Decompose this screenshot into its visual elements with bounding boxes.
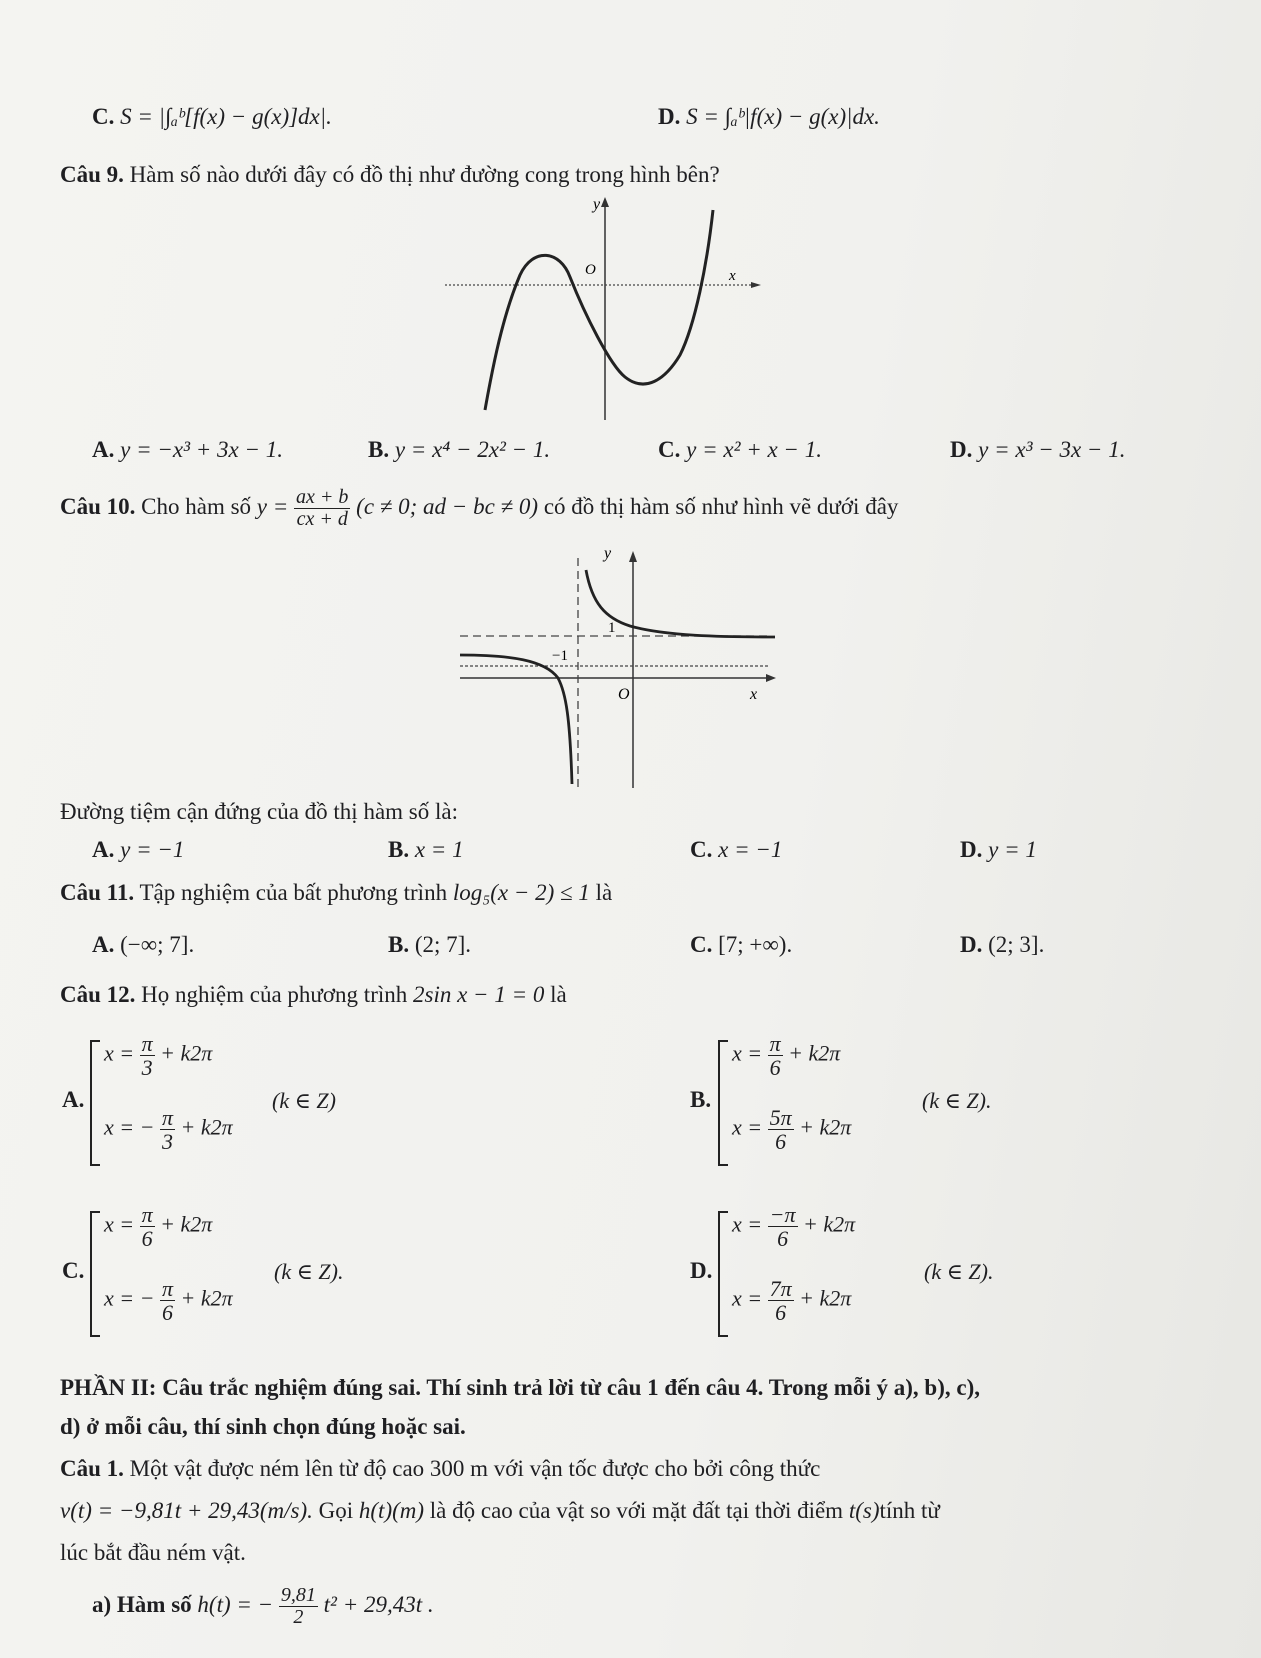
q10-option-a: A. y = −1 xyxy=(92,837,185,862)
q9-x-arrow xyxy=(751,282,761,288)
q10-title: Câu 10. xyxy=(60,493,136,519)
q10-graph xyxy=(460,548,790,790)
q10-v-asym-label: −1 xyxy=(552,648,568,664)
q9-option-b: B. y = x⁴ − 2x² − 1. xyxy=(368,437,551,462)
q10-x-label: x xyxy=(750,686,758,703)
q11-option-c: C. [7; +∞). xyxy=(690,932,793,957)
q10-option-c: C. x = −1 xyxy=(690,837,783,862)
q11-option-d: D. (2; 3]. xyxy=(960,932,1045,957)
q12-option-b: B. x = $\frac{\pi}{6}$ + k2π x = $\frac{5\pi}{6}$ + k2π (k ∈ Z). xyxy=(690,1032,1070,1172)
q11-option-b: B. (2; 7]. xyxy=(388,932,472,957)
q10-option-d: D. y = 1 xyxy=(960,837,1037,862)
p2q1-line2: v(t) = −9,81t + 29,43(m/s). Gọi h(t)(m) là độ cao của vật so với mặt đất tại thời điểm t(s)tính từ xyxy=(60,1498,940,1523)
q12-b-line1: x = $\frac{\pi}{6}$ + k2π xyxy=(732,1031,841,1081)
q8-option-c: C. S = |∫ₐᵇ[f(x) − g(x)]dx|. xyxy=(92,104,332,129)
q12-b-line2: x = $\frac{5\pi}{6}$ + k2π xyxy=(732,1105,852,1155)
q9-origin-label: O xyxy=(585,262,596,278)
q12-c-line1: x = $\frac{\pi}{6}$ + k2π xyxy=(104,1202,213,1252)
q8-option-d: D. S = ∫ₐᵇ|f(x) − g(x)|dx. xyxy=(658,104,880,129)
part2-heading-line2: d) ở mỗi câu, thí sinh chọn đúng hoặc sai. xyxy=(60,1414,466,1439)
q12-b-bracket xyxy=(718,1040,728,1166)
q9-text: Hàm số nào dưới đây có đồ thị như đường cong trong hình bên? xyxy=(129,162,720,187)
q11-title: Câu 11. xyxy=(60,880,135,905)
part2-heading-line1: PHẦN II: Câu trắc nghiệm đúng sai. Thí sinh trả lời từ câu 1 đến câu 4. Trong mỗi ý a), b), c), xyxy=(60,1375,980,1400)
q9-option-d: D. y = x³ − 3x − 1. xyxy=(950,437,1126,462)
q9-question xyxy=(60,162,720,188)
q12-question: Câu 12. Họ nghiệm của phương trình 2sin x − 1 = 0 là xyxy=(60,982,567,1007)
q9-graph xyxy=(445,195,765,420)
p2q1-line1: Câu 1. Một vật được ném lên từ độ cao 300 m với vận tốc được cho bởi công thức xyxy=(60,1456,821,1481)
p2q1-statement-a: a) Hàm số h(t) = − $\frac{9,81}{2}$ t² + 29,43t . xyxy=(92,1584,434,1628)
q12-formula: 2sin x − 1 = 0 xyxy=(413,982,545,1007)
q10-y-label: y xyxy=(604,548,612,562)
q10-x-arrow xyxy=(766,674,776,682)
q12-d-line1: x = $\frac{-\pi}{6}$ + k2π xyxy=(732,1202,856,1252)
q11-formula: log₅(x − 2) ≤ 1 xyxy=(452,880,590,905)
q12-c-bracket xyxy=(90,1211,100,1337)
q10-fraction: $\frac{ax + b}{cx + d}$ xyxy=(296,486,349,530)
q12-d-bracket xyxy=(718,1211,728,1337)
p2q1-title: Câu 1. xyxy=(60,1456,124,1481)
p2q1-line3: lúc bắt đầu ném vật. xyxy=(60,1540,246,1565)
q8-option-c-formula: S = |∫ₐᵇ[f(x) − g(x)]dx|. xyxy=(120,104,332,129)
q10-prompt: Đường tiệm cận đứng của đồ thị hàm số là: xyxy=(60,799,458,824)
q11-question: Câu 11. Tập nghiệm của bất phương trình log₅(x − 2) ≤ 1 là xyxy=(60,880,613,905)
q10-question: Câu 10. Cho hàm số y = $\frac{ax + b}{cx + d}$ (c ≠ 0; ad − bc ≠ 0) có đồ thị hàm số như hình vẽ dưới đây xyxy=(60,486,899,530)
q12-a-bracket xyxy=(90,1040,100,1166)
q12-d-line2: x = $\frac{7\pi}{6}$ + k2π xyxy=(732,1276,852,1326)
q12-title: Câu 12. xyxy=(60,982,136,1007)
q12-option-c: C. x = $\frac{\pi}{6}$ + k2π x = − $\frac{\pi}{6}$ + k2π (k ∈ Z). xyxy=(62,1203,422,1343)
q12-c-line2: x = − $\frac{\pi}{6}$ + k2π xyxy=(104,1276,233,1326)
q10-y-arrow xyxy=(629,551,637,562)
q9-y-arrow xyxy=(601,197,609,207)
q10-h-asym-label: 1 xyxy=(608,620,616,636)
q10-option-b: B. x = 1 xyxy=(388,837,464,862)
q9-x-label: x xyxy=(729,268,736,284)
q9-option-a: A. y = −x³ + 3x − 1. xyxy=(92,437,283,462)
q12-option-d: D. x = $\frac{-\pi}{6}$ + k2π x = $\frac{7\pi}{6}$ + k2π (k ∈ Z). xyxy=(690,1203,1070,1343)
q9-title: Câu 9. xyxy=(60,162,124,187)
q11-option-a: A. (−∞; 7]. xyxy=(92,932,195,957)
q12-a-line1: x = $\frac{\pi}{3}$ + k2π xyxy=(104,1031,213,1081)
q10-curve-left xyxy=(460,655,572,784)
q9-y-label: y xyxy=(593,196,601,213)
q12-option-a: A. x = $\frac{\pi}{3}$ + k2π x = − $\frac{\pi}{3}$ + k2π (k ∈ Z) xyxy=(62,1032,402,1172)
q9-option-c: C. y = x² + x − 1. xyxy=(658,437,822,462)
q12-a-line2: x = − $\frac{\pi}{3}$ + k2π xyxy=(104,1105,233,1155)
q10-origin-label: O xyxy=(618,686,630,703)
q9-curve xyxy=(485,210,713,410)
q8-option-d-formula: S = ∫ₐᵇ|f(x) − g(x)|dx. xyxy=(686,104,880,129)
